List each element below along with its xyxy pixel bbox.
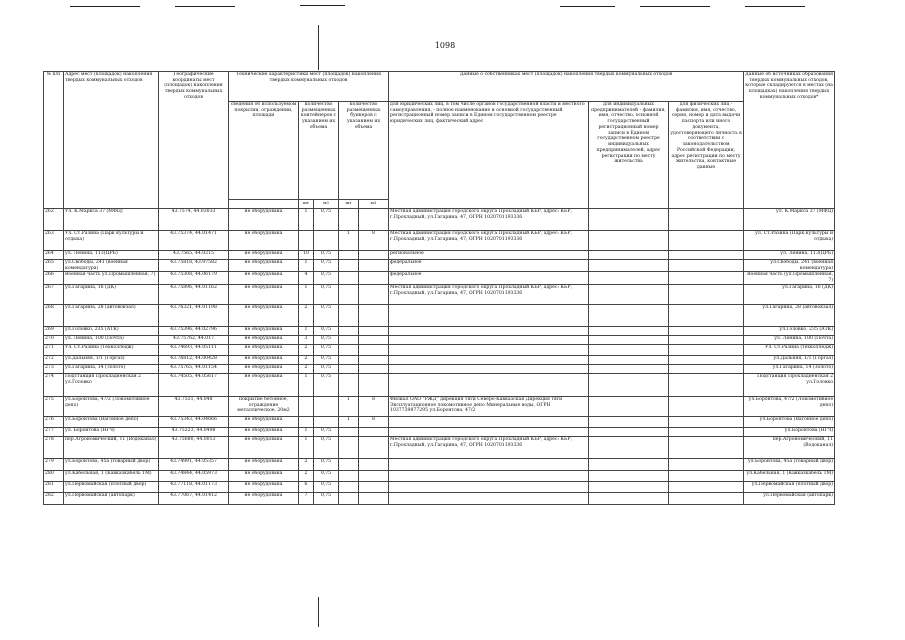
row-owner-ip xyxy=(589,251,669,260)
row-coordinates: 43.74991, 44.05357 xyxy=(159,458,229,470)
row-container-count: 1 xyxy=(299,373,314,396)
row-container-volume: 0,75 xyxy=(314,304,339,326)
row-number: 262 xyxy=(44,209,64,231)
table-row xyxy=(44,427,835,436)
row-owner-legal: Местная администрация городского округа Прохладный КБР, адрес: КБР, г.Прохладный, ул.Гагарина, 47, ОГРН 1020701193336 xyxy=(389,209,589,231)
row-waste-source: ул. Ленина, 113(ЦРБ) xyxy=(744,251,835,260)
row-waste-source: ул.Боронтова, 45а (товарный двор) xyxy=(744,458,835,470)
row-owner-phys xyxy=(669,492,744,504)
row-owner-legal xyxy=(389,416,589,427)
row-owner-phys xyxy=(669,458,744,470)
row-coordinates: 43.7531, 44.048 xyxy=(159,396,229,416)
row-coordinates: 43.74505, 44.05617 xyxy=(159,373,229,396)
header-owners: Данные о собственниках мест (площадок) накопления твердых коммунальных отходов xyxy=(389,72,744,102)
row-coordinates: 43.77118, 44.01173 xyxy=(159,481,229,492)
row-owner-legal xyxy=(389,304,589,326)
row-bunker-volume xyxy=(359,209,389,231)
row-container-count xyxy=(299,396,314,416)
row-cover: не оборудована xyxy=(229,355,299,364)
unit-m3: м3 xyxy=(314,200,339,209)
unit-m3: м3 xyxy=(359,200,389,209)
row-bunker-volume xyxy=(359,373,389,396)
row-number: 277 xyxy=(44,427,64,436)
row-cover: не оборудована xyxy=(229,251,299,260)
row-bunker-volume xyxy=(359,364,389,373)
row-owner-legal xyxy=(389,335,589,344)
row-container-volume: 0,75 xyxy=(314,284,339,304)
row-owner-ip xyxy=(589,416,669,427)
row-coordinates: 43.75223, 44.0498 xyxy=(159,427,229,436)
row-number: 265 xyxy=(44,260,64,272)
row-cover: не оборудована xyxy=(229,416,299,427)
row-cover: не оборудована xyxy=(229,458,299,470)
row-address: ул. Ленина, 100 (Почта) xyxy=(64,335,159,344)
row-owner-legal: федеральное xyxy=(389,260,589,272)
table-row xyxy=(44,355,835,364)
row-bunker-count xyxy=(339,481,359,492)
table-row xyxy=(44,373,835,396)
table-row xyxy=(44,344,835,355)
row-bunker-count xyxy=(339,251,359,260)
row-address: ул.Гагарина, 14 (Золото) xyxy=(64,364,159,373)
row-container-count: 1 xyxy=(299,260,314,272)
row-owner-ip xyxy=(589,335,669,344)
row-address: Военная часть ул.Промышленная, 7) xyxy=(64,272,159,284)
row-waste-source: ул.Кабельная, 1 (Кавказкабель ТМ) xyxy=(744,470,835,481)
table-row xyxy=(44,251,835,260)
row-container-volume: 0,75 xyxy=(314,251,339,260)
unit-pcs: шт xyxy=(299,200,314,209)
row-waste-source: ул.Свободы, 241 (военная комендатура) xyxy=(744,260,835,272)
row-bunker-volume xyxy=(359,344,389,355)
row-bunker-volume xyxy=(359,458,389,470)
row-coordinates: 43.75308, 44.06179 xyxy=(159,272,229,284)
row-owner-phys xyxy=(669,427,744,436)
row-cover: не оборудована xyxy=(229,427,299,436)
row-owner-phys xyxy=(669,396,744,416)
row-container-volume: 0,75 xyxy=(314,427,339,436)
row-container-volume: 0,75 xyxy=(314,373,339,396)
row-owner-ip xyxy=(589,481,669,492)
row-owner-legal xyxy=(389,470,589,481)
row-owner-legal: Местная администрация городского округа Прохладный КБР, адрес: КБР, г.Прохладный, ул.Гагарина, 47, ОГРН 1020701193336 xyxy=(389,284,589,304)
row-bunker-volume xyxy=(359,326,389,335)
row-container-volume: 0,75 xyxy=(314,481,339,492)
row-container-volume xyxy=(314,396,339,416)
row-address: ул.Кабельная, 1 (Кавказкабель ТМ) xyxy=(64,470,159,481)
row-number: 276 xyxy=(44,416,64,427)
row-container-count: 1 xyxy=(299,436,314,458)
row-coordinates: 43.76812, 44.00428 xyxy=(159,355,229,364)
row-owner-phys xyxy=(669,436,744,458)
row-container-volume: 0,75 xyxy=(314,260,339,272)
row-owner-phys xyxy=(669,364,744,373)
row-owner-legal xyxy=(389,427,589,436)
row-owner-ip xyxy=(589,427,669,436)
row-number: 269 xyxy=(44,326,64,335)
row-container-volume: 0,75 xyxy=(314,436,339,458)
row-bunker-count: 1 xyxy=(339,416,359,427)
row-owner-ip xyxy=(589,304,669,326)
row-number: 275 xyxy=(44,396,64,416)
row-bunker-count xyxy=(339,470,359,481)
row-bunker-count xyxy=(339,260,359,272)
header-legal: для юридических лиц, в том числе органов государственной власти и местного самоуправления, - полное наименование и основной государственный регистрационный номер записи в Едином государственном реестре юридических лиц, фактический адрес xyxy=(389,102,589,209)
row-address: Ул. Ст.Разина (Техколледж) xyxy=(64,344,159,355)
row-owner-ip xyxy=(589,373,669,396)
table-row xyxy=(44,470,835,481)
row-number: 282 xyxy=(44,492,64,504)
row-owner-legal xyxy=(389,344,589,355)
row-bunker-volume xyxy=(359,335,389,344)
row-owner-legal: федеральное xyxy=(389,272,589,284)
row-bunker-volume xyxy=(359,355,389,364)
row-address: ул.Первомайская (автопарк) xyxy=(64,492,159,504)
row-owner-phys xyxy=(669,231,744,251)
row-bunker-count xyxy=(339,335,359,344)
row-waste-source: ул.Боронтова, 47/2 (Локомотивное депо) xyxy=(744,396,835,416)
row-address: ул.Свободы, 241 (военная комендатура) xyxy=(64,260,159,272)
row-number: 268 xyxy=(44,304,64,326)
row-owner-phys xyxy=(669,373,744,396)
row-bunker-volume: 8 xyxy=(359,396,389,416)
row-owner-phys xyxy=(669,481,744,492)
header-geo: Географические координаты мест (площадок) накопления твердых коммунальных отходов xyxy=(159,72,229,209)
row-owner-ip xyxy=(589,436,669,458)
row-bunker-volume xyxy=(359,470,389,481)
row-number: 270 xyxy=(44,335,64,344)
row-bunker-count: 1 xyxy=(339,396,359,416)
row-bunker-volume: 8 xyxy=(359,231,389,251)
row-address: пер.Агрономический, 11 (Водоканал) xyxy=(64,436,159,458)
row-owner-phys xyxy=(669,344,744,355)
row-address: ул.Гагарина, 16 (ДК) xyxy=(64,284,159,304)
row-coordinates: 43.7565, 44.0215 xyxy=(159,251,229,260)
row-address: ул.Боронтова, 45а (товарный двор) xyxy=(64,458,159,470)
row-owner-phys xyxy=(669,260,744,272)
header-tech: Технические характеристики мест (площадок) накопления твердых коммунальных отходов xyxy=(229,72,389,102)
row-owner-ip xyxy=(589,209,669,231)
row-waste-source: пер.Агрономический, 11 (Водоканал) xyxy=(744,436,835,458)
row-cover: не оборудована xyxy=(229,492,299,504)
row-container-volume: 0,75 xyxy=(314,209,339,231)
row-container-volume: 0,75 xyxy=(314,355,339,364)
row-cover: не оборудована xyxy=(229,335,299,344)
row-container-count: 1 xyxy=(299,326,314,335)
row-cover: не оборудована xyxy=(229,326,299,335)
row-address: ул.Гагарина, 28 (автовокзал) xyxy=(64,304,159,326)
table-row xyxy=(44,260,835,272)
row-container-count: 2 xyxy=(299,344,314,355)
header-address: Адрес мест (площадок) накопления твердых коммунальных отходов xyxy=(64,72,159,209)
row-container-count: 3 xyxy=(299,335,314,344)
row-bunker-count xyxy=(339,304,359,326)
row-owner-phys xyxy=(669,470,744,481)
row-container-volume: 0,75 xyxy=(314,364,339,373)
row-owner-legal xyxy=(389,458,589,470)
row-bunker-count xyxy=(339,272,359,284)
row-address: ул.Головко, 235 (АТК) xyxy=(64,326,159,335)
row-container-volume: 0,75 xyxy=(314,492,339,504)
unit-pcs: шт xyxy=(339,200,359,209)
row-cover: не оборудована xyxy=(229,284,299,304)
row-cover: не оборудована xyxy=(229,470,299,481)
row-coordinates: 43.77067, 44.01412 xyxy=(159,492,229,504)
row-container-count: 4 xyxy=(299,272,314,284)
header-sources: Данные об источниках образования твердых коммунальных отходов, которые складируются в местах (на площадках) накопления твердых коммунальных отходов* xyxy=(744,72,835,209)
row-number: 279 xyxy=(44,458,64,470)
row-waste-source: ул.Дальняя, 1/1 (Горгаз) xyxy=(744,355,835,364)
row-bunker-volume xyxy=(359,251,389,260)
row-container-count xyxy=(299,231,314,251)
row-cover: не оборудована xyxy=(229,344,299,355)
row-waste-source: ул. Ленина, 100 (Почта) xyxy=(744,335,835,344)
row-address: ул.Дальняя, 1/1 (Горгаз) xyxy=(64,355,159,364)
header-qty-bunkers: количество размещенных бункеров с указанием их объема xyxy=(339,102,389,200)
row-container-count: 2 xyxy=(299,458,314,470)
row-bunker-count xyxy=(339,355,359,364)
row-number: 278 xyxy=(44,436,64,458)
row-coordinates: 43.75680, 44.0013 xyxy=(159,436,229,458)
row-bunker-count: 1 xyxy=(339,231,359,251)
row-coordinates: 43.75896, 44.01162 xyxy=(159,284,229,304)
row-coordinates: 43.74693, 44.05111 xyxy=(159,344,229,355)
row-bunker-count xyxy=(339,427,359,436)
row-cover: покрытие бетонное, ограждение металлическое, 20м2 xyxy=(229,396,299,416)
row-cover: не оборудована xyxy=(229,436,299,458)
table-row xyxy=(44,209,835,231)
row-waste-source: ул.Боронтова (НГЧ) xyxy=(744,427,835,436)
row-waste-source: Военная часть (ул.Промышленная, 7) xyxy=(744,272,835,284)
row-waste-source: ул.Первомайская (плотный двор) xyxy=(744,481,835,492)
row-container-volume: 0,75 xyxy=(314,326,339,335)
row-bunker-count xyxy=(339,209,359,231)
row-owner-phys xyxy=(669,335,744,344)
row-bunker-count xyxy=(339,373,359,396)
row-address: Подстанция Прохладненская 2 ул.Головко xyxy=(64,373,159,396)
row-owner-legal xyxy=(389,364,589,373)
row-coordinates: 43.75765, 44.01154 xyxy=(159,364,229,373)
page-number: 1098 xyxy=(434,41,456,50)
row-waste-source: ул.Гагарина, 14 (Золото) xyxy=(744,364,835,373)
row-coordinates: 43.75818, 43.97582 xyxy=(159,260,229,272)
row-cover: не оборудована xyxy=(229,231,299,251)
row-container-count xyxy=(299,416,314,427)
row-bunker-count xyxy=(339,284,359,304)
row-cover: не оборудована xyxy=(229,373,299,396)
row-owner-phys xyxy=(669,209,744,231)
row-number: 266 xyxy=(44,272,64,284)
row-owner-ip xyxy=(589,284,669,304)
table-row xyxy=(44,272,835,284)
row-container-volume: 0,75 xyxy=(314,470,339,481)
row-owner-legal xyxy=(389,481,589,492)
row-container-volume: 0,75 xyxy=(314,335,339,344)
row-number: 263 xyxy=(44,231,64,251)
row-owner-legal xyxy=(389,326,589,335)
row-waste-source: ул.Первомайская (автопарк) xyxy=(744,492,835,504)
row-owner-phys xyxy=(669,251,744,260)
table-row xyxy=(44,436,835,458)
row-container-count: 7 xyxy=(299,492,314,504)
table-row xyxy=(44,284,835,304)
row-owner-ip xyxy=(589,396,669,416)
row-owner-legal: региональное xyxy=(389,251,589,260)
row-container-volume: 0,75 xyxy=(314,458,339,470)
row-address: ул.Боронтова (Вагонное депо) xyxy=(64,416,159,427)
row-address: ул. Боронтова (НГЧ) xyxy=(64,427,159,436)
row-owner-phys xyxy=(669,326,744,335)
row-owner-ip xyxy=(589,492,669,504)
table-body xyxy=(44,209,835,505)
row-owner-legal: Филиал ОАО "РЖД" дирекция тяги Северо-Кавказская Дирекция тяги Эксплуатационное локомотивное депо Минеральные воды, ОГРН 1037739877295 ул.Боронтова, 47/2 xyxy=(389,396,589,416)
row-container-count: 1 xyxy=(299,209,314,231)
row-bunker-count xyxy=(339,458,359,470)
header-ip: для индивидуальных предпринимателей - фамилия, имя, отчество, основной государственный регистрационный номер записи в Едином государственном реестре индивидуальных предпринимателей, адрес регистрации по месту жительства xyxy=(589,102,669,209)
row-waste-source: Ул. Ст.Разина (техколледж) xyxy=(744,344,835,355)
row-bunker-volume xyxy=(359,260,389,272)
row-waste-source: ул.Гагарина, 16 (ДК) xyxy=(744,284,835,304)
row-container-volume xyxy=(314,231,339,251)
waste-sites-table xyxy=(43,71,835,505)
row-owner-legal xyxy=(389,373,589,396)
row-number: 280 xyxy=(44,470,64,481)
row-number: 281 xyxy=(44,481,64,492)
row-container-count: 2 xyxy=(299,364,314,373)
row-waste-source: Подстанция Прохладненская 2 ул.Головко xyxy=(744,373,835,396)
row-owner-ip xyxy=(589,470,669,481)
row-owner-legal: Местная администрация городского округа Прохладный КБР, адрес: КБР, г.Прохладный, ул.Гагарина, 47, ОГРН 1020701193336 xyxy=(389,231,589,251)
header-cover: сведения об используемом покрытии, ограждении, площади xyxy=(229,102,299,200)
header-qty-containers: количество размещенных контейнеров с указанием их объема xyxy=(299,102,339,200)
table-row xyxy=(44,231,835,251)
row-waste-source: ул. К.Маркса 37 (МФЦ) xyxy=(744,209,835,231)
row-owner-ip xyxy=(589,231,669,251)
row-container-count: 1 xyxy=(299,284,314,304)
row-container-count: 1 xyxy=(299,427,314,436)
row-number: 264 xyxy=(44,251,64,260)
row-owner-legal xyxy=(389,492,589,504)
row-coordinates: 43.75396, 44.02796 xyxy=(159,326,229,335)
row-bunker-volume xyxy=(359,436,389,458)
table-row xyxy=(44,304,835,326)
row-address: ул.Первомайская (плотный двор) xyxy=(64,481,159,492)
row-container-volume: 0,75 xyxy=(314,344,339,355)
row-bunker-volume xyxy=(359,492,389,504)
row-container-count: 2 xyxy=(299,355,314,364)
row-owner-ip xyxy=(589,458,669,470)
row-bunker-count xyxy=(339,492,359,504)
row-bunker-volume xyxy=(359,284,389,304)
row-owner-ip xyxy=(589,272,669,284)
row-owner-ip xyxy=(589,326,669,335)
table-row xyxy=(44,492,835,504)
header-phys: для физических лиц - фамилия, имя, отчество, серия, номер и дата выдачи паспорта или иного документа, удостоверяющего личность в соответствии с законодательством Российской Федерации, адрес регистрации по месту жительства, контактные данные xyxy=(669,102,744,209)
row-owner-legal xyxy=(389,355,589,364)
row-bunker-count xyxy=(339,364,359,373)
row-coordinates: 43.7574, 44.03033 xyxy=(159,209,229,231)
table-row xyxy=(44,335,835,344)
table-row xyxy=(44,364,835,373)
row-bunker-volume xyxy=(359,427,389,436)
row-cover: не оборудована xyxy=(229,272,299,284)
header-num: № п/п xyxy=(44,72,64,209)
row-owner-ip xyxy=(589,344,669,355)
row-owner-ip xyxy=(589,260,669,272)
row-container-count: 6 xyxy=(299,481,314,492)
row-bunker-count xyxy=(339,326,359,335)
row-cover: не оборудована xyxy=(229,304,299,326)
table-row xyxy=(44,326,835,335)
row-owner-ip xyxy=(589,364,669,373)
row-container-count: 10 xyxy=(299,251,314,260)
row-number: 271 xyxy=(44,344,64,355)
row-bunker-volume xyxy=(359,304,389,326)
row-waste-source: ул.Гагарина, 28 (автовокзал) xyxy=(744,304,835,326)
row-coordinates: 43.75762, 44.017 xyxy=(159,335,229,344)
row-address: ул.Боронтова, 47/2 (Локомотивное депо) xyxy=(64,396,159,416)
table-row xyxy=(44,481,835,492)
row-number: 273 xyxy=(44,364,64,373)
row-container-volume xyxy=(314,416,339,427)
row-cover: не оборудована xyxy=(229,209,299,231)
row-waste-source: ул.Головко, 235 (АТК) xyxy=(744,326,835,335)
row-owner-legal: Местная администрация городского округа Прохладный КБР, адрес: КБР, г.Прохладный, ул.Гагарина, 47, ОГРН 1020701193336 xyxy=(389,436,589,458)
row-number: 272 xyxy=(44,355,64,364)
row-coordinates: 43.75374, 44.01471 xyxy=(159,231,229,251)
row-owner-phys xyxy=(669,416,744,427)
row-owner-phys xyxy=(669,304,744,326)
row-waste-source: ул. Ст.Разина (Парк культуры и отдыха) xyxy=(744,231,835,251)
row-coordinates: 43.74844, 44.05973 xyxy=(159,470,229,481)
row-bunker-volume xyxy=(359,272,389,284)
row-coordinates: 43.75343, 44.04666 xyxy=(159,416,229,427)
row-owner-phys xyxy=(669,272,744,284)
row-number: 274 xyxy=(44,373,64,396)
row-waste-source: ул.Боронтова (Вагонное депо) xyxy=(744,416,835,427)
row-address: Ул. К.Маркса 37 (МФЦ) xyxy=(64,209,159,231)
table-row xyxy=(44,396,835,416)
row-number: 267 xyxy=(44,284,64,304)
table-row xyxy=(44,416,835,427)
row-owner-phys xyxy=(669,355,744,364)
row-address: ул. Ленина, 113(ЦРБ) xyxy=(64,251,159,260)
row-container-count: 2 xyxy=(299,470,314,481)
row-cover: не оборудована xyxy=(229,260,299,272)
row-container-volume: 0,75 xyxy=(314,272,339,284)
row-bunker-count xyxy=(339,344,359,355)
table-row xyxy=(44,458,835,470)
row-cover: не оборудована xyxy=(229,364,299,373)
row-address: Ул. Ст.Разина (Парк культуры и отдыха) xyxy=(64,231,159,251)
row-owner-ip xyxy=(589,355,669,364)
row-bunker-volume: 8 xyxy=(359,416,389,427)
row-bunker-count xyxy=(339,436,359,458)
row-bunker-volume xyxy=(359,481,389,492)
row-container-count: 2 xyxy=(299,304,314,326)
row-owner-phys xyxy=(669,284,744,304)
row-coordinates: 43.76321, 44.01198 xyxy=(159,304,229,326)
row-cover: не оборудована xyxy=(229,481,299,492)
